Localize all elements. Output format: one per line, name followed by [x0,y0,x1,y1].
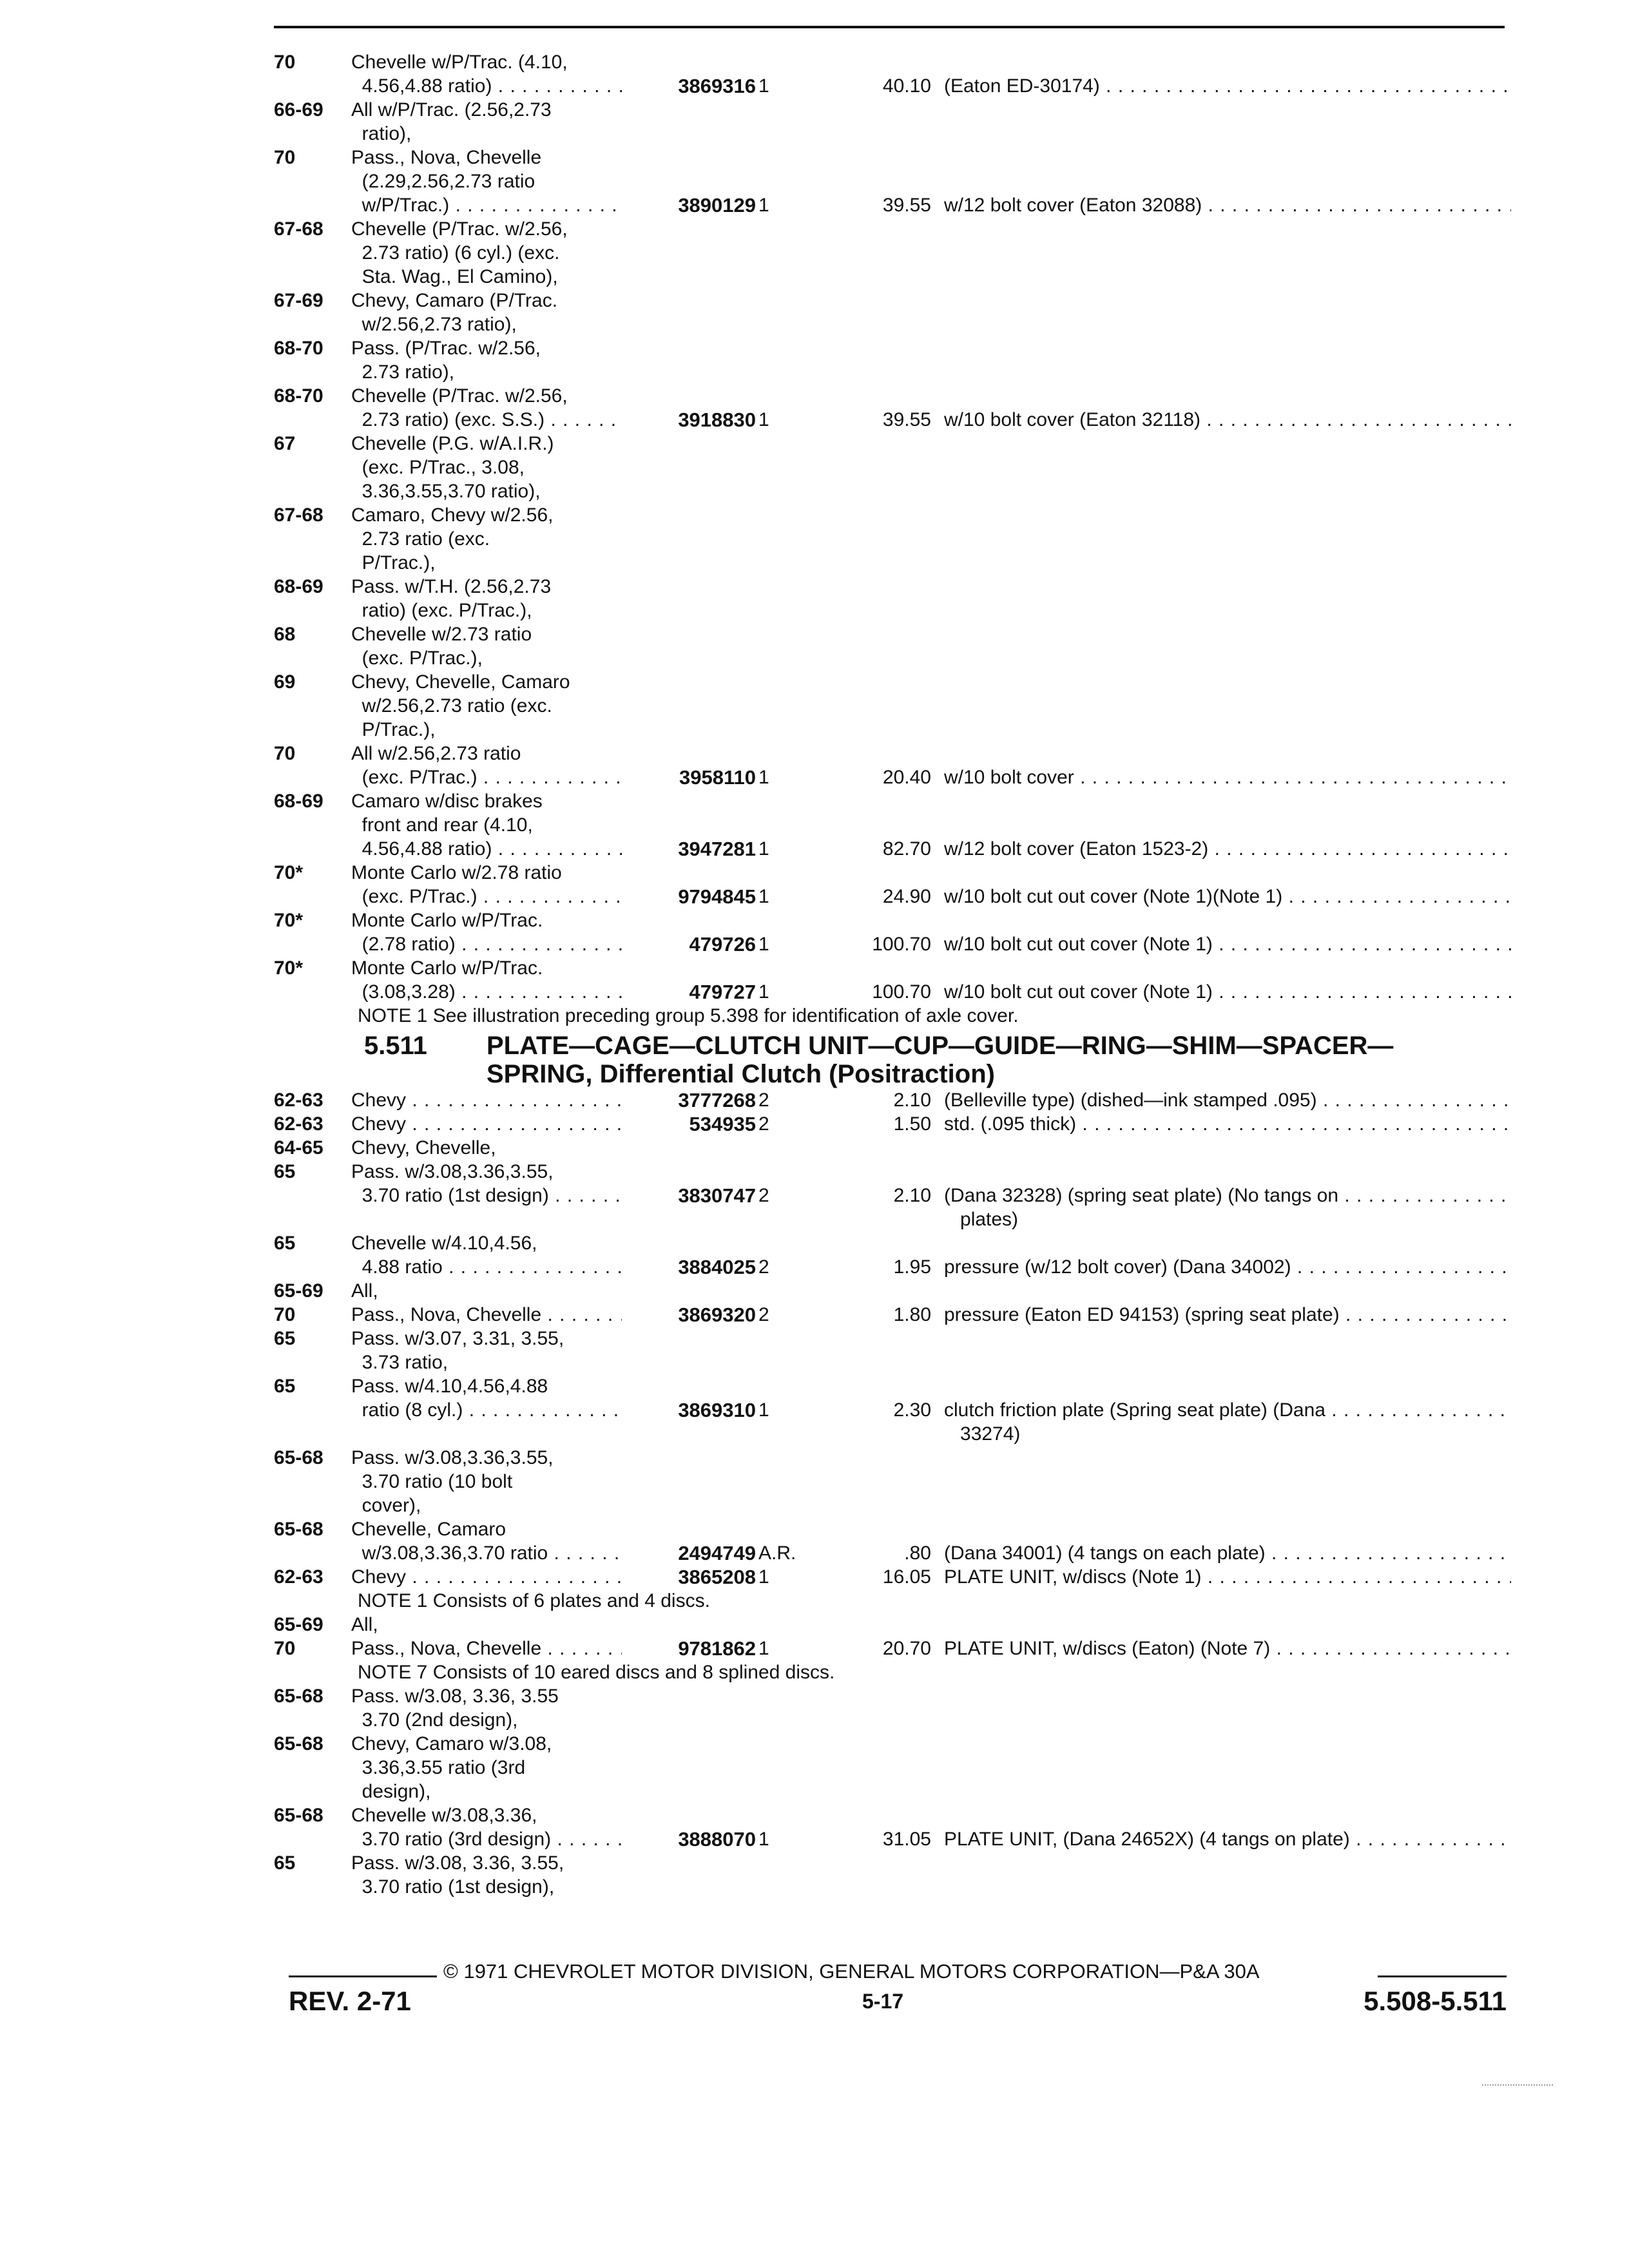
application: Chevy, Camaro w/3.08, [351,1733,552,1754]
model-year: 66-69 [274,99,323,120]
quantity: 1 [758,1399,769,1421]
table-row [274,1875,1511,1899]
application: Pass. w/4.10,4.56,4.88 [351,1376,548,1397]
part-number: 3884025 [622,1255,756,1279]
application: 3.36,3.55,3.70 ratio), [351,481,541,502]
model-year: 62-63 [274,1090,323,1111]
price: 2.10 [893,1185,931,1206]
price: 31.05 [882,1829,931,1850]
price: 82.70 [882,838,931,860]
part-number: 3869316 [622,74,756,98]
model-year: 64-65 [274,1137,323,1158]
table-row [274,861,1511,885]
table-row [274,146,1511,169]
table-row [274,1684,1511,1708]
application: w/2.56,2.73 ratio (exc. [351,695,552,716]
quantity: 2 [758,1090,769,1111]
application: Camaro w/disc brakes [351,791,543,812]
table-row [274,50,1511,74]
table-row [274,1279,1511,1303]
table-row [274,646,1511,670]
remarks: w/12 bolt cover (Eaton 32088) . . . [944,193,1511,217]
application: (3.08,3.28) . . . [351,980,635,1004]
table-row [274,527,1511,551]
remarks: w/10 bolt cover . . . [944,765,1511,789]
table-row [274,1517,1511,1541]
application: Pass., Nova, Chevelle . . . [351,1637,635,1660]
part-number: 479727 [622,980,756,1004]
application: All w/P/Trac. (2.56,2.73 [351,99,552,120]
model-year: 70 [274,147,296,168]
part-number: 3869320 [622,1303,756,1327]
table-row [274,1136,1511,1160]
table-row [274,217,1511,241]
remarks: pressure (w/12 bolt cover) (Dana 34002) . . . [944,1255,1511,1279]
application: Chevy, Chevelle, Camaro [351,671,570,693]
model-year: 67-68 [274,505,323,526]
price: 2.30 [893,1399,931,1421]
table-row [274,336,1511,360]
model-year: 65-69 [274,1280,323,1302]
price: 1.50 [893,1113,931,1135]
revision-label: REV. 2-71 [289,1986,411,2016]
table-row [274,1327,1511,1350]
application: Pass., Nova, Chevelle . . . [351,1303,635,1327]
price: 40.10 [882,75,931,97]
section-number: 5.511 [364,1032,427,1060]
application: 3.70 (2nd design), [351,1709,518,1731]
table-row [274,1207,1511,1231]
application: (2.78 ratio) . . . [351,932,635,956]
application: Pass. w/T.H. (2.56,2.73 [351,576,552,597]
application: Chevelle (P/Trac. w/2.56, [351,218,568,240]
application: Chevelle w/3.08,3.36, [351,1805,537,1826]
footer-rule-left [289,1975,437,1977]
table-row [274,813,1511,837]
price: 20.70 [882,1638,931,1659]
section-heading [274,1032,1511,1088]
table-row [274,1422,1511,1446]
model-year: 67-68 [274,218,323,240]
application: 3.36,3.55 ratio (3rd [351,1757,526,1778]
quantity: 1 [758,767,769,788]
table-row [274,479,1511,503]
parts-block-lower [274,1088,1511,1899]
table-row [274,1303,1511,1327]
remarks: (Belleville type) (dished—ink stamped .095) . . . [944,1088,1511,1112]
model-year: 68-70 [274,338,323,359]
table-row [274,956,1511,980]
remarks: 33274) [944,1423,1021,1445]
model-year: 65-68 [274,1805,323,1826]
table-row [274,169,1511,193]
application: Chevelle (P.G. w/A.I.R.) [351,433,554,454]
model-year: 70* [274,910,304,931]
table-row [274,551,1511,575]
quantity: 1 [758,1638,769,1659]
remarks: w/10 bolt cover (Eaton 32118) . . . [944,408,1511,432]
section-title [487,1032,1518,1088]
table-row [274,742,1511,765]
page-number: 5-17 [862,1990,904,2013]
application: w/3.08,3.36,3.70 ratio . . . [351,1541,635,1565]
table-row [274,1184,1511,1207]
table-row [274,241,1511,265]
quantity: 1 [758,1829,769,1850]
note-text: NOTE 1 Consists of 6 plates and 4 discs. [358,1590,710,1611]
model-year: 65 [274,1161,296,1182]
application: 2.73 ratio (exc. [351,528,490,550]
application: ratio), [351,123,412,144]
part-number: 534935 [622,1112,756,1136]
quantity: 2 [758,1113,769,1135]
model-year: 65-68 [274,1733,323,1754]
table-row [274,1756,1511,1780]
table-row [274,1160,1511,1184]
table-row [274,980,1511,1004]
table-row [274,1231,1511,1255]
scan-mark [1482,2084,1553,2087]
table-row [274,384,1511,408]
table-row [274,1088,1511,1112]
table-row [274,456,1511,479]
part-number: 3888070 [622,1827,756,1851]
table-row [274,622,1511,646]
table-row [274,599,1511,622]
application: Chevy . . . [351,1112,635,1136]
application: Camaro, Chevy w/2.56, [351,505,554,526]
application: Sta. Wag., El Camino), [351,266,558,287]
application: Chevy . . . [351,1565,635,1589]
model-year: 70* [274,957,304,979]
price: 39.55 [882,195,931,216]
application: Chevelle, Camaro [351,1519,506,1540]
part-number: 3865208 [622,1565,756,1589]
table-row [274,789,1511,813]
model-year: 65-68 [274,1519,323,1540]
application: Chevy . . . [351,1088,635,1112]
table-row [274,193,1511,217]
price: 24.90 [882,886,931,907]
group-range: 5.508-5.511 [1364,1986,1507,2016]
remarks: w/10 bolt cut out cover (Note 1) . . . [944,980,1511,1004]
quantity: 2 [758,1304,769,1325]
table-row [274,1446,1511,1470]
application: Chevelle w/P/Trac. (4.10, [351,52,568,73]
table-row [274,908,1511,932]
price: 16.05 [882,1566,931,1588]
application: Chevelle (P/Trac. w/2.56, [351,385,568,407]
part-number: 9794845 [622,885,756,908]
remarks: (Eaton ED-30174) . . . [944,74,1511,98]
model-year: 70 [274,52,296,73]
application: ratio) (exc. P/Trac.), [351,600,532,621]
model-year: 65-68 [274,1447,323,1468]
table-row [274,1613,1511,1637]
application: (exc. P/Trac.) . . . [351,885,635,908]
table-row [274,408,1511,432]
page-footer [289,1952,1513,2030]
table-row [274,503,1511,527]
table-row [274,575,1511,599]
model-year: 70* [274,862,304,883]
application: (exc. P/Trac.) . . . [351,765,635,789]
application: (exc. P/Trac., 3.08, [351,457,525,478]
table-row [274,1708,1511,1732]
model-year: 68-69 [274,576,323,597]
application: Pass. w/3.07, 3.31, 3.55, [351,1328,564,1349]
application: P/Trac.), [351,719,436,740]
model-year: 65 [274,1233,296,1254]
price: 2.10 [893,1090,931,1111]
table-row [274,1398,1511,1422]
table-row [274,1255,1511,1279]
table-row [274,289,1511,312]
table-row [274,765,1511,789]
application: 4.56,4.88 ratio) . . . [351,74,635,98]
table-row [274,1565,1511,1589]
remarks: w/12 bolt cover (Eaton 1523-2) . . . [944,837,1511,861]
application: 4.88 ratio . . . [351,1255,635,1279]
application: w/P/Trac.) . . . [351,193,635,217]
application: Chevy, Chevelle, [351,1137,496,1158]
model-year: 68-69 [274,791,323,812]
parts-block-upper [274,50,1511,1028]
table-row [274,1112,1511,1136]
part-number: 2494749 [622,1541,756,1565]
application: w/2.56,2.73 ratio), [351,314,517,335]
model-year: 65 [274,1852,296,1874]
quantity: 1 [758,75,769,97]
application: All, [351,1280,378,1302]
model-year: 67 [274,433,296,454]
application: Chevelle w/2.73 ratio [351,624,532,645]
table-row [274,74,1511,98]
top-rule [274,26,1505,28]
part-number: 3918830 [622,408,756,432]
application: Pass. w/3.08,3.36,3.55, [351,1447,554,1468]
price: 39.55 [882,409,931,430]
model-year: 68 [274,624,296,645]
table-row [274,98,1511,122]
model-year: 65 [274,1376,296,1397]
quantity: 2 [758,1256,769,1278]
remarks: (Dana 32328) (spring seat plate) (No tangs on . . . [944,1184,1511,1207]
table-row [274,885,1511,908]
application: (exc. P/Trac.), [351,648,483,669]
model-year: 62-63 [274,1113,323,1135]
part-number: 3777268 [622,1088,756,1112]
footer-rule-right [1378,1975,1507,1977]
model-year: 69 [274,671,296,693]
remarks: w/10 bolt cut out cover (Note 1)(Note 1) . . . [944,885,1511,908]
remarks: std. (.095 thick) . . . [944,1112,1511,1136]
quantity: 2 [758,1185,769,1206]
table-row [274,718,1511,742]
application: Monte Carlo w/P/Trac. [351,910,543,931]
application: ratio (8 cyl.) . . . [351,1398,635,1422]
section-title-line-2: SPRING, Differential Clutch (Positraction) [487,1060,995,1088]
application: All w/2.56,2.73 ratio [351,743,521,764]
application: Pass. w/3.08, 3.36, 3.55, [351,1852,564,1874]
model-year: 65 [274,1328,296,1349]
quantity: 1 [758,838,769,860]
application: (2.29,2.56,2.73 ratio [351,171,535,192]
quantity: 1 [758,886,769,907]
application: Monte Carlo w/2.78 ratio [351,862,562,883]
table-row [274,1851,1511,1875]
application: Chevy, Camaro (P/Trac. [351,290,558,311]
table-row [274,694,1511,718]
remarks: PLATE UNIT, (Dana 24652X) (4 tangs on plate) . . . [944,1827,1511,1851]
part-number: 3830747 [622,1184,756,1207]
application: 2.73 ratio), [351,361,455,383]
application: 3.70 ratio (10 bolt [351,1471,513,1492]
copyright-line: © 1971 CHEVROLET MOTOR DIVISION, GENERAL MOTORS CORPORATION—P&A 30A [443,1960,1260,1983]
application: front and rear (4.10, [351,814,533,836]
note-row [274,1660,1511,1684]
application: Chevelle w/4.10,4.56, [351,1233,537,1254]
table-row [274,932,1511,956]
application: P/Trac.), [351,552,436,573]
remarks: plates) [944,1209,1019,1230]
application: Pass. w/3.08,3.36,3.55, [351,1161,554,1182]
model-year: 62-63 [274,1566,323,1588]
price: 1.95 [893,1256,931,1278]
application: Pass. w/3.08, 3.36, 3.55 [351,1686,559,1707]
table-row [274,312,1511,336]
remarks: PLATE UNIT, w/discs (Eaton) (Note 7) . . . [944,1637,1511,1660]
model-year: 70 [274,1304,296,1325]
table-row [274,1827,1511,1851]
model-year: 68-70 [274,385,323,407]
application: 2.73 ratio) (6 cyl.) (exc. [351,242,560,264]
remarks: pressure (Eaton ED 94153) (spring seat plate) . . . [944,1303,1511,1327]
application: Pass., Nova, Chevelle [351,147,542,168]
table-row [274,1780,1511,1803]
table-row [274,1350,1511,1374]
application: 3.70 ratio (1st design), [351,1876,555,1898]
quantity: 1 [758,934,769,955]
part-number: 9781862 [622,1637,756,1660]
part-number: 3890129 [622,193,756,217]
application: 4.56,4.88 ratio) . . . [351,837,635,861]
remarks: clutch friction plate (Spring seat plate) (Dana . . . [944,1398,1511,1422]
part-number: 3958110 [622,765,756,789]
table-row [274,1803,1511,1827]
application: 2.73 ratio) (exc. S.S.) . . . [351,408,635,432]
quantity: 1 [758,409,769,430]
application: Pass. (P/Trac. w/2.56, [351,338,541,359]
table-row [274,1494,1511,1517]
price: 20.40 [882,767,931,788]
price: .80 [904,1542,931,1564]
table-row [274,122,1511,146]
model-year: 65-69 [274,1614,323,1635]
remarks: (Dana 34001) (4 tangs on each plate) . . . [944,1541,1511,1565]
quantity: 1 [758,981,769,1003]
quantity: 1 [758,1566,769,1588]
model-year: 70 [274,743,296,764]
application: design), [351,1781,431,1802]
table-row [274,1541,1511,1565]
table-row [274,432,1511,456]
table-row [274,670,1511,694]
table-row [274,1374,1511,1398]
quantity: A.R. [758,1542,796,1564]
price: 100.70 [872,981,931,1003]
application: 3.70 ratio (1st design) . . . [351,1184,635,1207]
table-row [274,1732,1511,1756]
note-text: NOTE 1 See illustration preceding group 5.398 for identification of axle cover. [358,1005,1019,1026]
table-row [274,360,1511,384]
model-year: 65-68 [274,1686,323,1707]
price: 100.70 [872,934,931,955]
application: Monte Carlo w/P/Trac. [351,957,543,979]
table-row [274,1470,1511,1494]
remarks: PLATE UNIT, w/discs (Note 1) . . . [944,1565,1511,1589]
application: All, [351,1614,378,1635]
part-number: 479726 [622,932,756,956]
table-row [274,265,1511,289]
remarks: w/10 bolt cut out cover (Note 1) . . . [944,932,1511,956]
parts-listing [274,50,1511,1899]
price: 1.80 [893,1304,931,1325]
model-year: 70 [274,1638,296,1659]
table-row [274,837,1511,861]
note-text: NOTE 7 Consists of 10 eared discs and 8 splined discs. [358,1662,835,1683]
part-number: 3869310 [622,1398,756,1422]
note-row [274,1004,1511,1028]
quantity: 1 [758,195,769,216]
application: 3.73 ratio, [351,1352,448,1373]
application: cover), [351,1495,421,1516]
part-number: 3947281 [622,837,756,861]
application: 3.70 ratio (3rd design) . . . [351,1827,635,1851]
section-title-line-1: PLATE—CAGE—CLUTCH UNIT—CUP—GUIDE—RING—SHIM—SPACER— [487,1032,1394,1060]
model-year: 67-69 [274,290,323,311]
table-row [274,1637,1511,1660]
note-row [274,1589,1511,1613]
